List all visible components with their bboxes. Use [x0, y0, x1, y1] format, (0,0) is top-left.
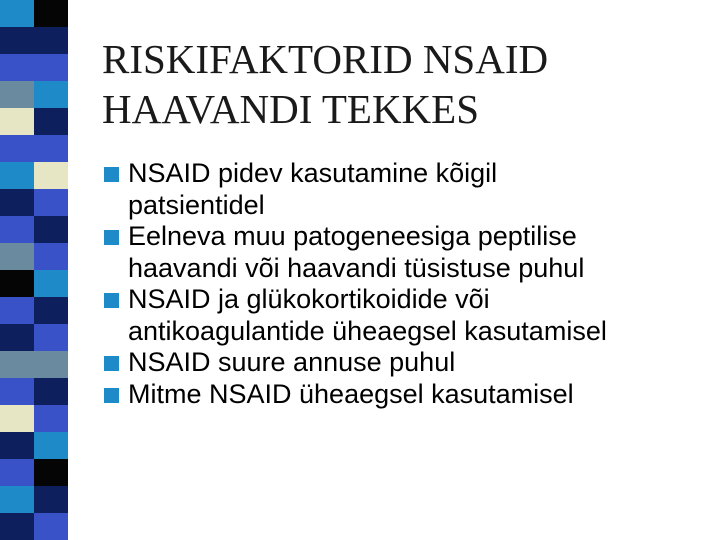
bullet-text: NSAID suure annuse puhul	[128, 347, 456, 377]
stripe-block	[34, 81, 68, 108]
stripe-block	[34, 324, 68, 351]
stripe-block	[0, 324, 34, 351]
stripe-block	[34, 108, 68, 135]
stripe-block	[0, 297, 34, 324]
stripe-block	[0, 135, 34, 162]
bullet-text: antikoagulantide üheaegsel kasutamisel	[128, 315, 607, 346]
square-bullet-icon	[104, 388, 119, 403]
square-bullet-icon	[104, 293, 119, 308]
stripe-block	[0, 432, 34, 459]
stripe-block	[34, 162, 68, 189]
stripe-block	[0, 108, 34, 135]
stripe-block	[0, 459, 34, 486]
stripe-block	[34, 486, 68, 513]
stripe-block	[0, 513, 34, 540]
stripe-column-right	[34, 0, 68, 540]
stripe-block	[0, 378, 34, 405]
stripe-block	[34, 297, 68, 324]
stripe-block	[34, 216, 68, 243]
stripe-block	[34, 513, 68, 540]
stripe-block	[34, 405, 68, 432]
stripe-block	[0, 351, 34, 378]
stripe-block	[0, 189, 34, 216]
stripe-block	[34, 432, 68, 459]
stripe-block	[0, 27, 34, 54]
stripe-block	[34, 243, 68, 270]
square-bullet-icon	[104, 356, 119, 371]
bullet-list	[104, 158, 714, 410]
stripe-block	[34, 0, 68, 27]
stripe-block	[34, 135, 68, 162]
stripe-block	[0, 405, 34, 432]
stripe-block	[0, 0, 34, 27]
bullet-text: NSAID pidev kasutamine kõigil	[128, 158, 498, 188]
bullet-text: Eelneva muu patogeneesiga peptilise	[128, 221, 577, 251]
stripe-block	[0, 243, 34, 270]
stripe-block	[34, 378, 68, 405]
bullet-item	[104, 158, 714, 221]
stripe-block	[34, 189, 68, 216]
stripe-block	[0, 270, 34, 297]
stripe-block	[0, 486, 34, 513]
stripe-block	[34, 54, 68, 81]
square-bullet-icon	[104, 167, 119, 182]
bullet-text: patsientidel	[128, 189, 265, 220]
stripe-block	[34, 351, 68, 378]
stripe-column-left	[0, 0, 34, 540]
stripe-block	[0, 81, 34, 108]
bullet-text: NSAID ja glükokortikoidide või	[128, 284, 490, 314]
slide-title	[102, 34, 702, 134]
bullet-text: haavandi või haavandi tüsistuse puhul	[128, 252, 585, 283]
title-line: HAAVANDI TEKKES	[102, 86, 480, 132]
bullet-item	[104, 379, 714, 411]
stripe-block	[34, 270, 68, 297]
bullet-item	[104, 284, 714, 347]
stripe-block	[0, 54, 34, 81]
decorative-stripe	[0, 0, 68, 540]
stripe-block	[34, 27, 68, 54]
stripe-block	[34, 459, 68, 486]
stripe-block	[0, 216, 34, 243]
title-line: RISKIFAKTORID NSAID	[102, 36, 549, 82]
bullet-text: Mitme NSAID üheaegsel kasutamisel	[128, 378, 574, 409]
bullet-item	[104, 221, 714, 284]
square-bullet-icon	[104, 230, 119, 245]
bullet-item	[104, 347, 714, 379]
stripe-block	[0, 162, 34, 189]
